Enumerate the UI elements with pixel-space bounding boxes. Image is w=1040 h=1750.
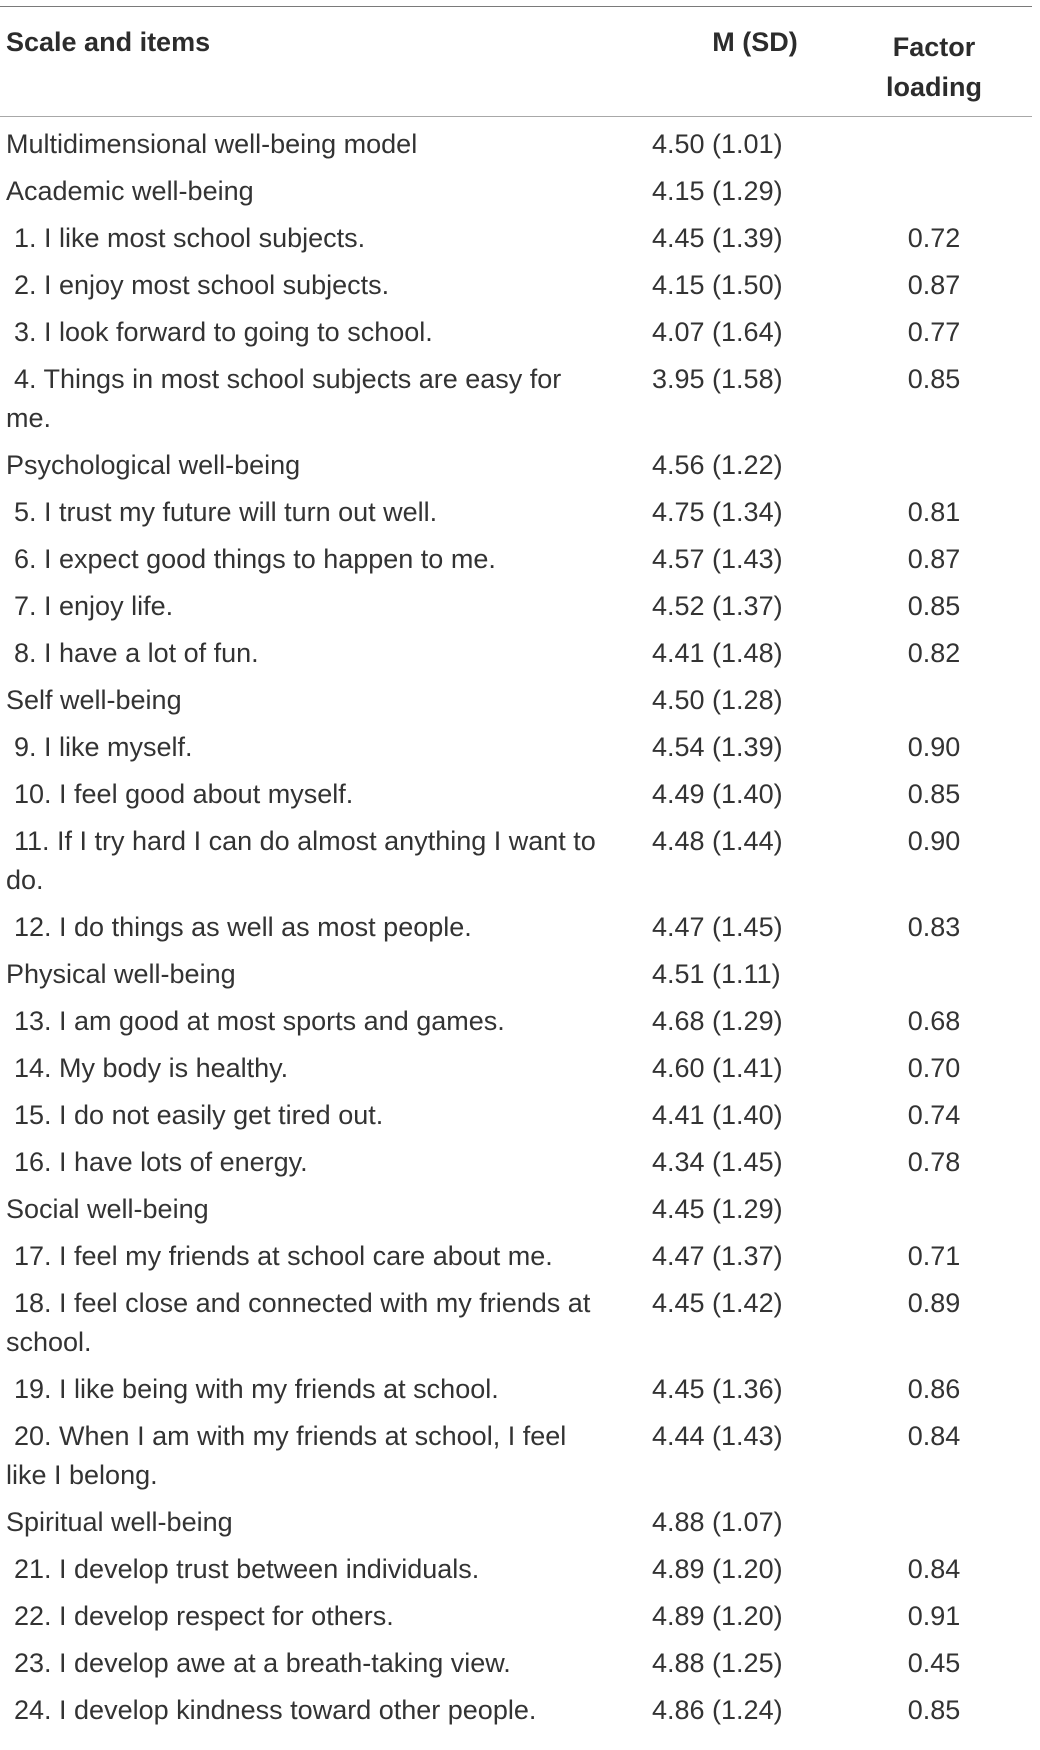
item-row [0,360,1032,438]
scale-row [0,1190,1032,1229]
row-label: Academic well-being [6,176,254,206]
row-mean-sd: 4.86 (1.24) [652,1695,783,1725]
row-mean-sd: 4.54 (1.39) [652,732,783,762]
row-label: 22. I develop respect for others. [14,1601,394,1631]
row-label: 18. I feel close and connected with my friends at school. [6,1288,591,1357]
row-label: 4. Things in most school subjects are easy for me. [6,364,562,433]
row-mean-sd: 4.49 (1.40) [652,779,783,809]
row-label: Social well-being [6,1194,209,1224]
row-mean-sd: 4.07 (1.64) [652,317,783,347]
row-mean-sd: 4.89 (1.20) [652,1554,783,1584]
item-row [0,1002,1032,1041]
item-row [0,266,1032,305]
row-factor-loading: 0.90 [907,826,961,856]
row-label: 13. I am good at most sports and games. [14,1006,505,1036]
header-factor-loading [820,7,1032,116]
item-row [0,1237,1032,1276]
row-mean-sd: 4.15 (1.29) [652,176,783,206]
row-factor-loading [820,172,1032,211]
row-factor-loading [820,681,1032,720]
row-label: 19. I like being with my friends at school. [14,1374,499,1404]
item-row [0,634,1032,673]
item-row [0,1597,1032,1636]
row-factor-loading: 0.84 [907,1554,961,1584]
row-mean-sd: 4.88 (1.07) [652,1507,783,1537]
row-mean-sd: 4.15 (1.50) [652,270,783,300]
row-mean-sd: 4.50 (1.01) [652,129,783,159]
row-mean-sd: 4.44 (1.43) [652,1421,783,1451]
row-label: 10. I feel good about myself. [14,779,354,809]
row-factor-loading: 0.87 [907,544,961,574]
item-row [0,1417,1032,1495]
header-factor-loading-line1: Factor [892,32,976,62]
item-row [0,1096,1032,1135]
row-factor-loading: 0.45 [907,1648,961,1678]
scale-row [0,172,1032,211]
row-mean-sd: 4.41 (1.48) [652,638,783,668]
row-factor-loading: 0.85 [907,779,961,809]
row-mean-sd: 4.48 (1.44) [652,826,783,856]
row-label: 21. I develop trust between individuals. [14,1554,480,1584]
item-row [0,908,1032,947]
row-mean-sd: 4.47 (1.45) [652,912,783,942]
header-factor-loading-line2: loading [886,72,982,102]
row-factor-loading: 0.74 [907,1100,961,1130]
row-label: Physical well-being [6,959,236,989]
row-label: 15. I do not easily get tired out. [14,1100,384,1130]
item-row [0,219,1032,258]
item-row [0,1370,1032,1409]
row-factor-loading: 0.68 [907,1006,961,1036]
row-mean-sd: 4.57 (1.43) [652,544,783,574]
item-row [0,1143,1032,1182]
row-label: 17. I feel my friends at school care about me. [14,1241,553,1271]
item-row [0,313,1032,352]
item-row [0,540,1032,579]
scale-row [0,681,1032,720]
row-label: 6. I expect good things to happen to me. [14,544,496,574]
row-label: 23. I develop awe at a breath-taking view. [14,1648,511,1678]
row-mean-sd: 4.45 (1.42) [652,1288,783,1318]
row-factor-loading: 0.90 [907,732,961,762]
row-label: Self well-being [6,685,182,715]
row-label: 24. I develop kindness toward other people. [14,1695,537,1725]
row-label: 11. If I try hard I can do almost anything I want to do. [6,826,596,895]
row-factor-loading [820,955,1032,994]
data-table [0,6,1032,1738]
row-label: 16. I have lots of energy. [14,1147,308,1177]
row-mean-sd: 4.89 (1.20) [652,1601,783,1631]
item-row [0,587,1032,626]
row-factor-loading: 0.89 [907,1288,961,1318]
item-row [0,1284,1032,1362]
item-row [0,1550,1032,1589]
row-factor-loading: 0.82 [907,638,961,668]
row-mean-sd: 4.51 (1.11) [652,959,781,989]
row-mean-sd: 4.60 (1.41) [652,1053,783,1083]
row-label: 12. I do things as well as most people. [14,912,472,942]
item-row [0,775,1032,814]
row-factor-loading: 0.78 [907,1147,961,1177]
header-m-sd: M (SD) [712,27,798,57]
row-factor-loading: 0.85 [907,364,961,394]
row-factor-loading: 0.85 [907,591,961,621]
row-label: Psychological well-being [6,450,301,480]
scale-row [0,125,1032,164]
item-row [0,728,1032,767]
table-header [0,7,1032,116]
item-row [0,493,1032,532]
row-label: 1. I like most school subjects. [14,223,366,253]
row-factor-loading: 0.77 [907,317,961,347]
row-mean-sd: 4.50 (1.28) [652,685,783,715]
item-row [0,1049,1032,1088]
row-factor-loading: 0.72 [907,223,961,253]
row-label: 20. When I am with my friends at school, I feel like I belong. [6,1421,567,1490]
row-mean-sd: 4.45 (1.29) [652,1194,783,1224]
row-mean-sd: 4.41 (1.40) [652,1100,783,1130]
header-scale-and-items: Scale and items [6,27,211,57]
row-factor-loading [820,1190,1032,1229]
row-factor-loading: 0.84 [907,1421,961,1451]
scale-row [0,1503,1032,1542]
row-factor-loading: 0.87 [907,270,961,300]
row-factor-loading: 0.70 [907,1053,961,1083]
row-mean-sd: 4.34 (1.45) [652,1147,783,1177]
row-label: 2. I enjoy most school subjects. [14,270,390,300]
item-row [0,822,1032,900]
row-label: 8. I have a lot of fun. [14,638,259,668]
item-row [0,1644,1032,1683]
table-body [0,117,1032,1730]
row-mean-sd: 4.47 (1.37) [652,1241,783,1271]
row-label: Multidimensional well-being model [6,129,418,159]
row-factor-loading: 0.85 [907,1695,961,1725]
row-factor-loading [820,446,1032,485]
row-label: 7. I enjoy life. [14,591,174,621]
row-label: 9. I like myself. [14,732,193,762]
row-mean-sd: 4.56 (1.22) [652,450,783,480]
row-label: 3. I look forward to going to school. [14,317,433,347]
row-mean-sd: 4.52 (1.37) [652,591,783,621]
row-factor-loading: 0.83 [907,912,961,942]
row-factor-loading: 0.86 [907,1374,961,1404]
row-mean-sd: 4.45 (1.39) [652,223,783,253]
row-mean-sd: 4.45 (1.36) [652,1374,783,1404]
row-mean-sd: 3.95 (1.58) [652,364,783,394]
row-mean-sd: 4.75 (1.34) [652,497,783,527]
scale-row [0,446,1032,485]
row-factor-loading: 0.91 [907,1601,961,1631]
row-factor-loading: 0.81 [907,497,961,527]
row-mean-sd: 4.68 (1.29) [652,1006,783,1036]
row-factor-loading: 0.71 [907,1241,961,1271]
row-label: 14. My body is healthy. [14,1053,289,1083]
row-factor-loading [820,125,1032,164]
row-label: Spiritual well-being [6,1507,233,1537]
item-row [0,1691,1032,1730]
scale-row [0,955,1032,994]
row-mean-sd: 4.88 (1.25) [652,1648,783,1678]
row-label: 5. I trust my future will turn out well. [14,497,438,527]
row-factor-loading [820,1503,1032,1542]
